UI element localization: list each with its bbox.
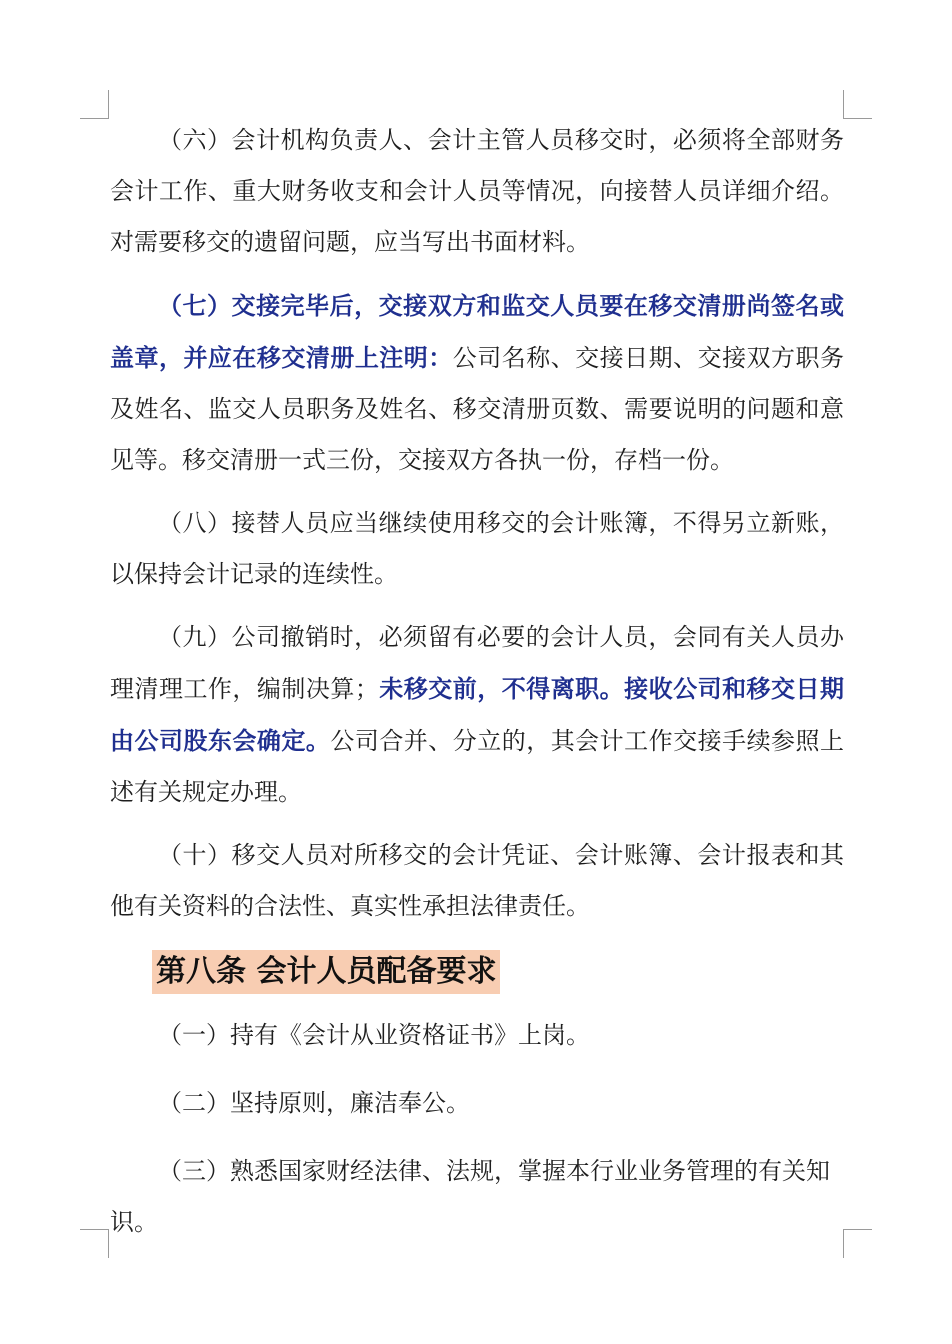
- paragraph-9: [110, 612, 844, 818]
- paragraph-7: [110, 280, 844, 486]
- section-8-item-2: （二）坚持原则，廉洁奉公。: [158, 1089, 470, 1117]
- crop-mark-bottom-left: [80, 1229, 109, 1258]
- paragraph-7-body: 公司名称、交接日期、交接双方职务及姓名、监交人员职务及姓名、移交清册页数、需要说明的问题和意见等。移交清册一式三份，交接双方各执一份，存档一份。: [110, 344, 845, 474]
- paragraph-9-part2: 公司合并、分立的，其会计工作交接手续参照上述有关规定办理。: [110, 727, 845, 806]
- crop-mark-top-right: [843, 90, 872, 119]
- document-body: [110, 115, 844, 1265]
- section-8-item-1: （一）持有《会计从业资格证书》上岗。: [158, 1021, 590, 1049]
- paragraph-6: （六）会计机构负责人、会计主管人员移交时，必须将全部财务会计工作、重大财务收支和会计人员等情况，向接替人员详细介绍。对需要移交的遗留问题，应当写出书面材料。: [110, 126, 844, 256]
- paragraph-10: （十）移交人员对所移交的会计凭证、会计账簿、会计报表和其他有关资料的合法性、真实性承担法律责任。: [110, 841, 844, 920]
- crop-mark-top-left: [80, 90, 109, 119]
- crop-mark-bottom-right: [843, 1229, 872, 1258]
- section-8-item-3: （三）熟悉国家财经法律、法规，掌握本行业业务管理的有关知识。: [110, 1157, 830, 1236]
- paragraph-8: （八）接替人员应当继续使用移交的会计账簿，不得另立新账，以保持会计记录的连续性。: [110, 509, 844, 588]
- paragraph-9-part1: （九）公司撤销时，必须留有必要的会计人员，会同有关人员办理清理工作，编制决算；: [110, 623, 844, 703]
- paragraph-7-emphasis: （七）交接完毕后，交接双方和监交人员要在移交清册尚签名或盖章，并应在移交清册上注明：: [110, 291, 844, 372]
- paragraph-9-emphasis: 未移交前，不得离职。接收公司和移交日期由公司股东会确定。: [110, 674, 844, 755]
- section-8-heading: 第八条 会计人员配备要求: [152, 950, 500, 994]
